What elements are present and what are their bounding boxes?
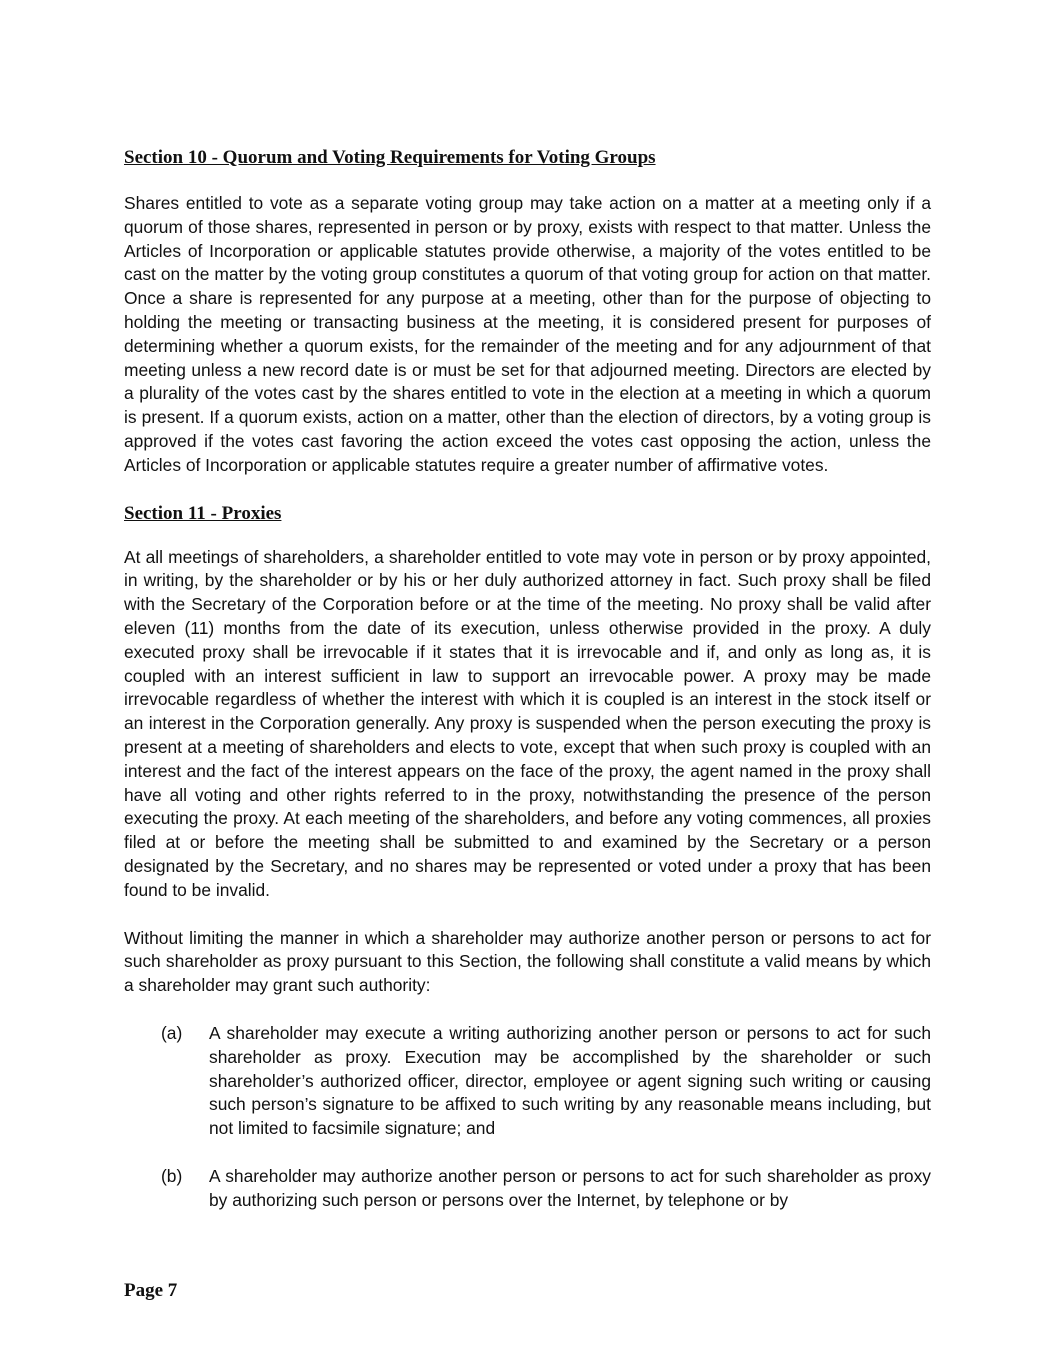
section-10-heading: Section 10 - Quorum and Voting Requirements for Voting Groups (124, 147, 656, 168)
list-marker-a: (a) (161, 1022, 183, 1043)
section-11-heading: Section 11 - Proxies (124, 502, 282, 524)
section-11-body-2: Without limiting the manner in which a shareholder may authorize another person or persons to act for such shareholder as proxy pursuant to this Section, the following shall constitute a valid means by which a shareholder may grant such authority: (124, 927, 931, 996)
list-text-a: A shareholder may execute a writing authorizing another person or persons to act for such shareholder as proxy. Execution may be accomplished by the shareholder or such shareholder’s authorized officer, director, employee or agent signing such writing or causing such person’s signature to be affixed to such writing by any reasonable means including, but not limited to facsimile signature; and (209, 1022, 931, 1139)
page-number: Page 7 (124, 1280, 178, 1301)
list-item-a (124, 1022, 931, 1141)
list-marker-b: (b) (161, 1165, 183, 1186)
list-text-b: A shareholder may authorize another person or persons to act for such shareholder as proxy by authorizing such person or persons over the Internet, by telephone or by (209, 1165, 931, 1210)
section-11-body-1: At all meetings of shareholders, a shareholder entitled to vote may vote in person or by proxy appointed, in writing, by the shareholder or by his or her duly authorized attorney in fact. Such proxy shall be filed with the Secretary of the Corporation before or at the time of the meeting. No proxy shall be valid after eleven (11) months from the date of its execution, unless otherwise provided in the proxy. A duly executed proxy shall be irrevocable if it states that it is irrevocable and if, and only as long as, it is coupled with an interest sufficient in law to support an irrevocable power. A proxy may be made irrevocable regardless of whether the interest with which it is coupled is an interest in the stock itself or an interest in the Corporation generally. Any proxy is suspended when the person executing the proxy is present at a meeting of shareholders and elects to vote, except that when such proxy is coupled with an interest and the fact of the interest appears on the face of the proxy, the agent named in the proxy shall have all voting and other rights referred to in the proxy, notwithstanding the presence of the person executing the proxy. At each meeting of the shareholders, and before any voting commences, all proxies filed at or before the meeting shall be submitted to and examined by the Secretary or a person designated by the Secretary, and no shares may be represented or voted under a proxy that has been found to be invalid. (124, 546, 931, 900)
list-item-b (124, 1165, 931, 1213)
document-page (124, 144, 931, 1236)
section-10-body: Shares entitled to vote as a separate voting group may take action on a matter at a meeting only if a quorum of those shares, represented in person or by proxy, exists with respect to that matter. Unless the Articles of Incorporation or applicable statutes provide otherwise, a majority of the votes entitled to be cast on the matter by the voting group constitutes a quorum of that voting group for action on that matter. Once a share is represented for any purpose at a meeting, other than for the purpose of objecting to holding the meeting or transacting business at the meeting, it is considered present for purposes of determining whether a quorum exists, for the remainder of the meeting and for any adjournment of that meeting unless a new record date is or must be set for that adjourned meeting. Directors are elected by a plurality of the votes cast by the shares entitled to vote in the election at a meeting in which a quorum is present. If a quorum exists, action on a matter, other than the election of directors, by a voting group is approved if the votes cast favoring the action exceed the votes cast opposing the action, unless the Articles of Incorporation or applicable statutes require a greater number of affirmative votes. (124, 193, 931, 475)
